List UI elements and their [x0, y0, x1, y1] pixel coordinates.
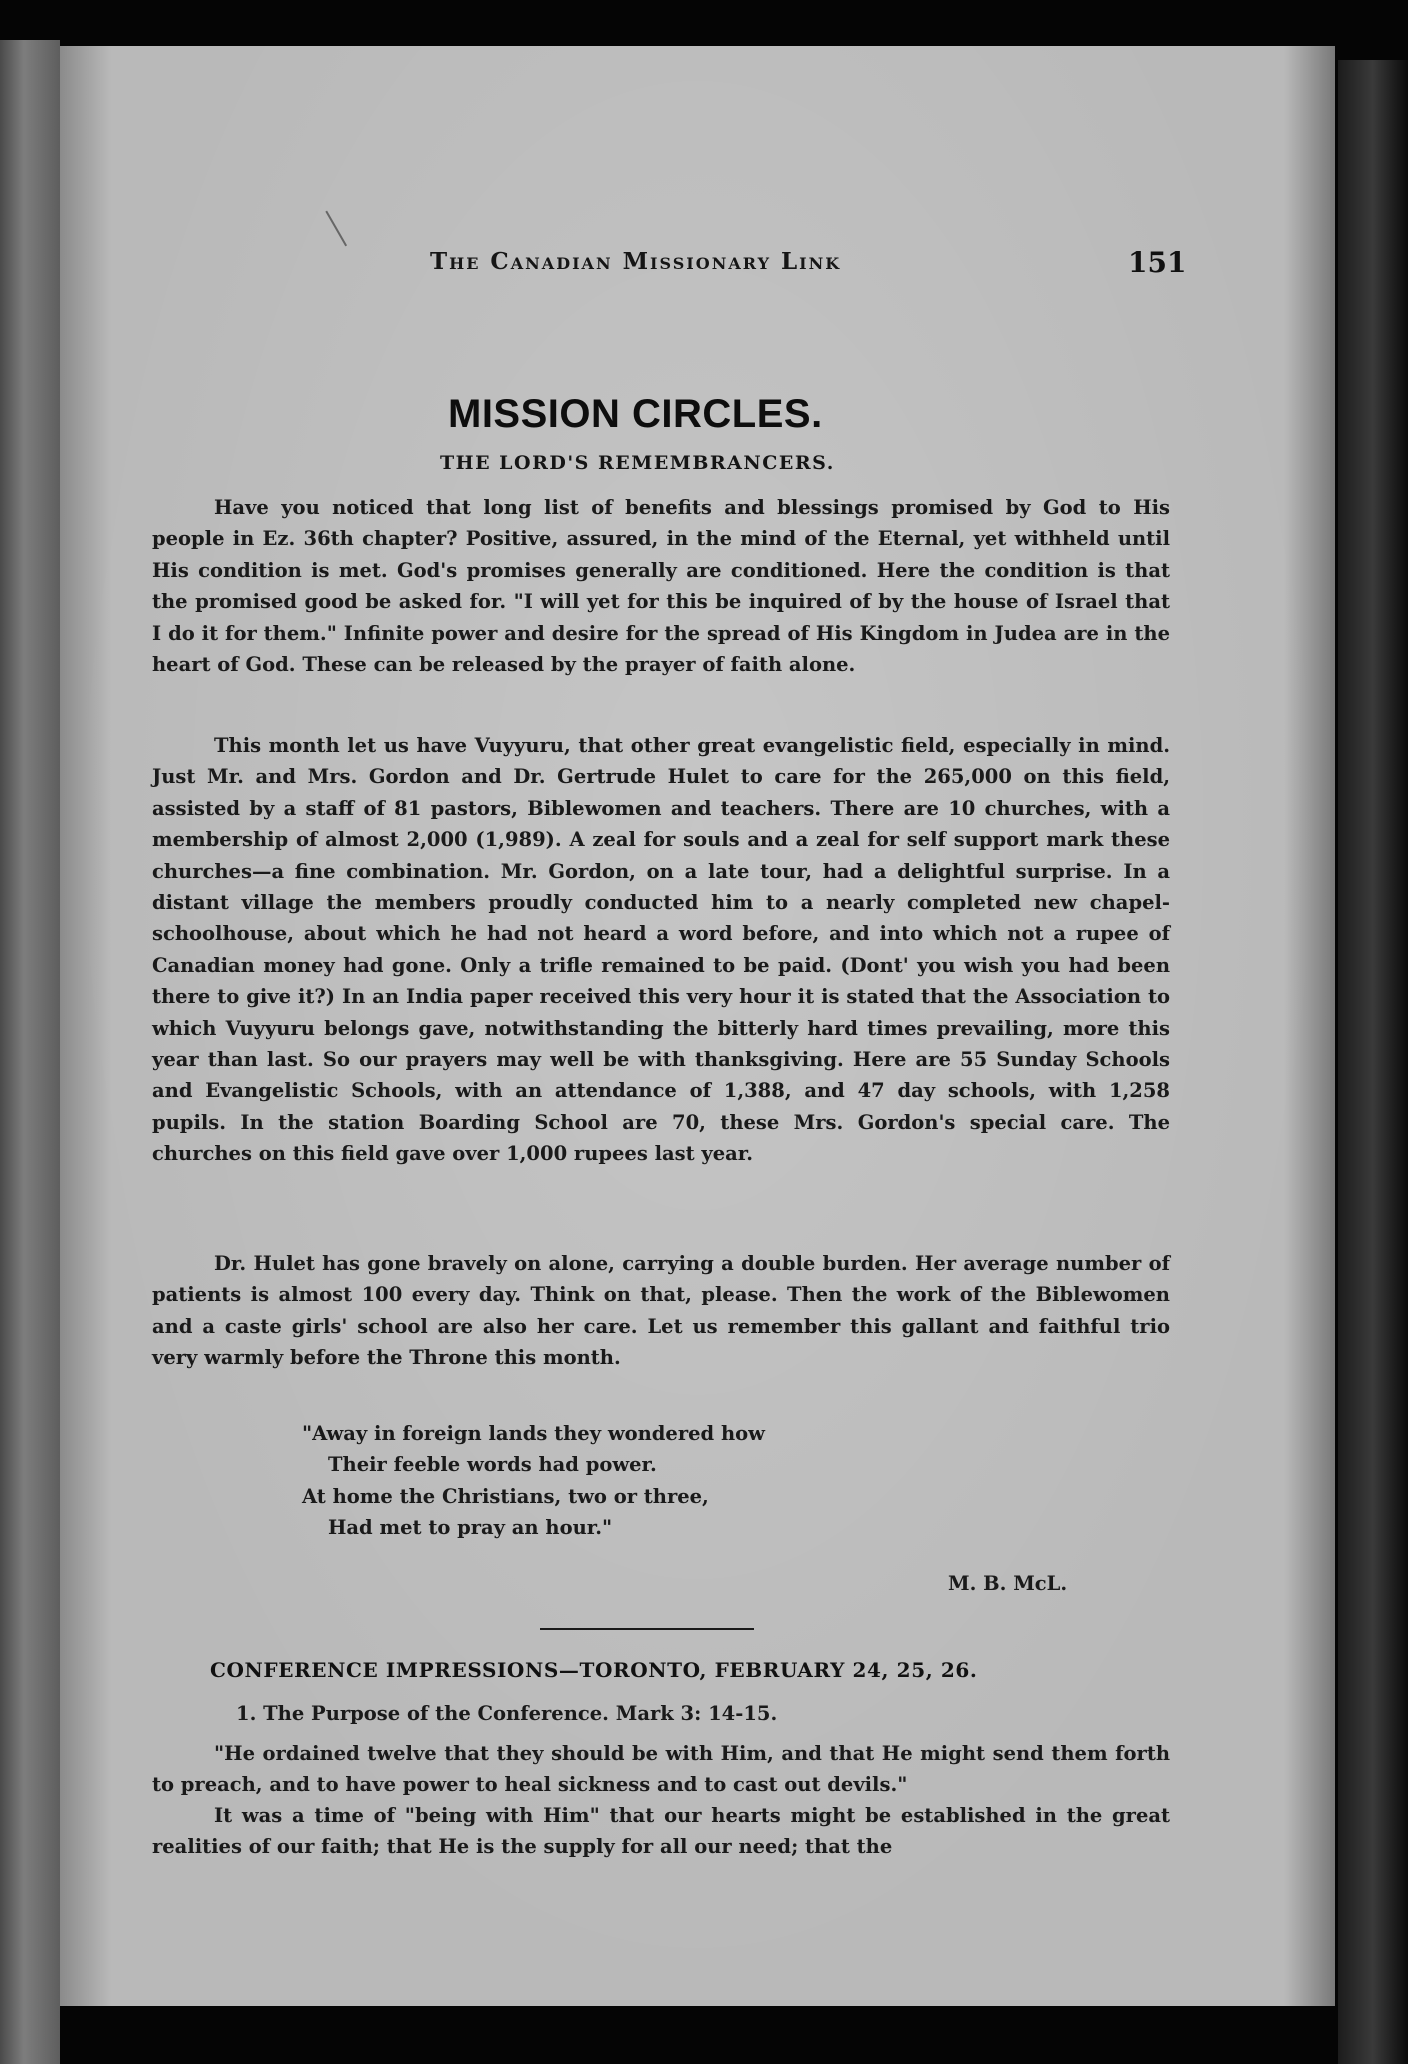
conference-paragraph: "He ordained twelve that they should be with Him, and that He might send them forth to preach, and to have power to heal sickness and to cast out devils." — [152, 1742, 1170, 1797]
article-title: THE LORD'S REMEMBRANCERS. — [440, 452, 835, 474]
poem-line: "Away in foreign lands they wondered how — [302, 1422, 765, 1445]
poem-line: Had met to pray an hour." — [328, 1516, 613, 1540]
poem — [302, 1418, 765, 1544]
article-paragraph: Have you noticed that long list of benefits and blessings promised by God to His people in Ez. 36th chapter? Positive, assured, in the mind of the Eternal, yet withheld until His condition is met. God's promises generally are conditioned. Here the condition is that the promised good be asked for. "I will yet for this be inquired of by the house of Israel that I do it for them." Infinite power and desire for the spread of His Kingdom in Judea are in the heart of God. These can be released by the prayer of faith alone. — [152, 496, 1170, 677]
page-number: 151 — [1128, 246, 1187, 279]
poem-line: At home the Christians, two or three, — [302, 1484, 709, 1508]
facing-page-edge — [0, 40, 60, 2064]
conference-paragraph: It was a time of "being with Him" that our hearts might be established in the great realities of our faith; that He is the supply for all our need; that the — [152, 1804, 1170, 1859]
author-signature: M. B. McL. — [948, 1572, 1068, 1595]
article-paragraph: This month let us have Vuyyuru, that other great evangelistic field, especially in mind. Just Mr. and Mrs. Gordon and Dr. Gertrude Hulet to care for the 265,000 on this field, assisted by a staff of 81 pastors, Biblewomen and teachers. There are 10 churches, with a membership of almost 2,000 (1,989). A zeal for souls and a zeal for self support mark these churches—a fine combination. Mr. Gordon, on a late tour, had a delightful surprise. In a distant village the members proudly conducted him to a nearly completed new chapel-schoolhouse, about which he had not heard a word before, and into which not a rupee of Canadian money had gone. Only a trifle remained to be paid. (Dont' you wish you had been there to give it?) In an India paper received this very hour it is stated that the Association to which Vuyyuru belongs gave, notwithstanding the bitterly hard times prevailing, more this year than last. So our prayers may well be with thanksgiving. Here are 55 Sunday Schools and Evangelistic Schools, with an attendance of 1,388, and 47 day schools, with 1,258 pupils. In the station Boarding School are 70, these Mrs. Gordon's special care. The churches on this field gave over 1,000 rupees last year. — [152, 734, 1170, 1166]
running-head: The Canadian Missionary Link — [430, 248, 842, 275]
conference-subheading: 1. The Purpose of the Conference. Mark 3: 14-15. — [236, 1702, 778, 1725]
binding-shadow — [1338, 60, 1408, 2064]
article-paragraph: Dr. Hulet has gone bravely on alone, carrying a double burden. Her average number of patients is almost 100 every day. Think on that, please. Then the work of the Biblewomen and a caste girls' school are also her care. Let us remember this gallant and faithful trio very warmly before the Throne this month. — [152, 1252, 1170, 1370]
section-title: MISSION CIRCLES. — [448, 392, 823, 436]
poem-line: Their feeble words had power. — [328, 1453, 657, 1477]
section-divider — [540, 1628, 754, 1630]
conference-heading: CONFERENCE IMPRESSIONS—TORONTO, FEBRUARY 24, 25, 26. — [210, 1658, 978, 1682]
